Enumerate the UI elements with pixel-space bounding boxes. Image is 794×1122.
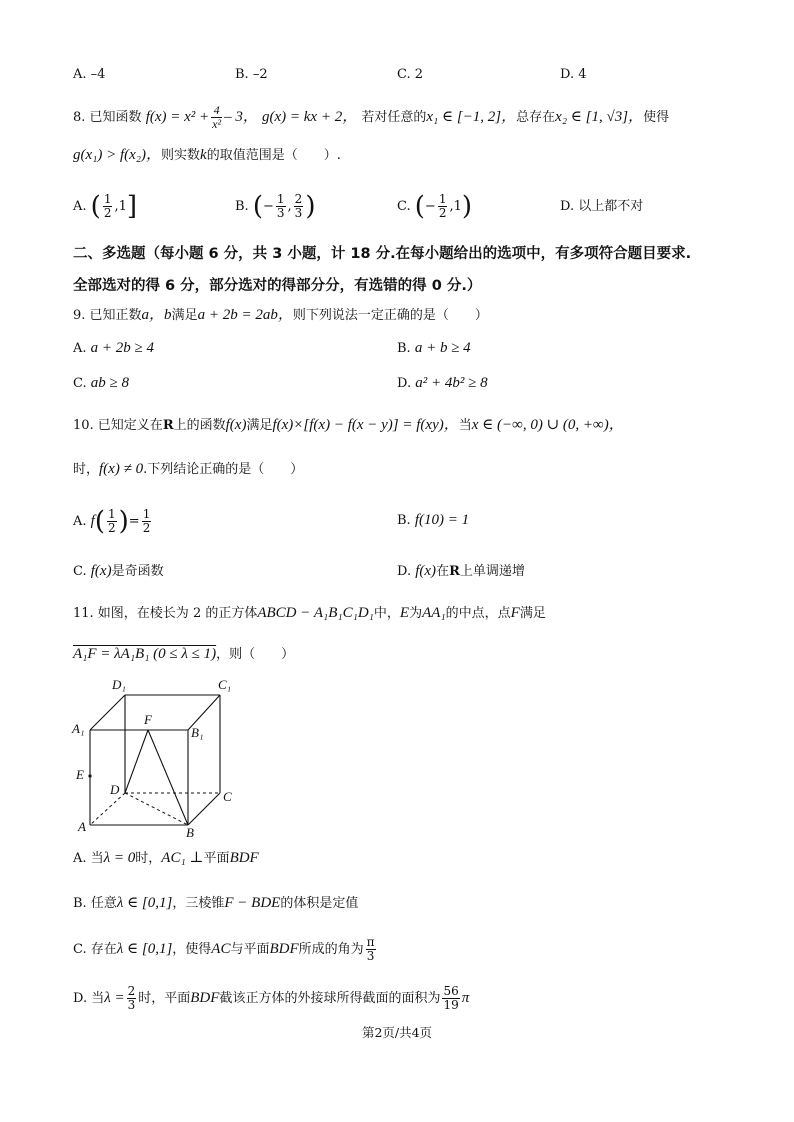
q9-option-c: C. ab ≥ 8 [73, 375, 129, 391]
q7-option-a: A. –4 [73, 67, 106, 82]
q11-option-d: D. 当λ = $\frac{2}{3}$ 时，平面BDF截该正方体的外接球所得截面的面积为 $\frac{56}{19}$ π [73, 984, 470, 1012]
label-B: B [186, 825, 194, 840]
q9-stem: 9. 已知正数a，b满足a + 2b = 2ab，则下列说法一定正确的是（ ） [73, 307, 488, 323]
q8-stem: 8. 已知函数 f(x) = x² + $\frac{4}{\text{x²}}$ – 3， g(x) = kx + 2， 若对任意的x₁ ∈ [−1, 2]，总存在x₂ ∈ [1, √3]，使得 [73, 103, 670, 131]
label-A1: A₁ [72, 721, 85, 736]
q10-option-d: D. f(x)在R上单调递增 [397, 563, 525, 579]
q10-stem: 10. 已知定义在R上的函数f(x)满足f(x)×[f(x) − f(x − y)] = f(xy)，当x ∈ (−∞, 0) ∪ (0, +∞)， [73, 417, 624, 433]
q7-option-d: D. 4 [560, 67, 587, 82]
q7-option-c: C. 2 [397, 67, 424, 82]
q10-option-c: C. f(x)是奇函数 [73, 563, 164, 579]
label-D: D [110, 782, 120, 797]
q10-option-a: A. f( $\frac{1}{2}$ )= $\frac{1}{2}$ [73, 506, 151, 537]
q9-option-b: B. a + b ≥ 4 [397, 340, 471, 356]
q11-option-c: C. 存在λ ∈ [0,1]，使得AC与平面BDF所成的角为 $\frac{\pi}{3}$ [73, 935, 375, 963]
q11-condition: A₁F = λA₁B₁ (0 ≤ λ ≤ 1)，则（ ） [73, 646, 295, 662]
q8-stem-line2: g(x₁) > f(x₂)，则实数k的取值范围是（ ）. [73, 147, 341, 163]
section2-heading-line2: 全部选对的得 6 分，部分选对的得部分分，有选错的得 0 分.） [73, 278, 482, 294]
label-F: F [144, 712, 152, 727]
label-B1: B₁ [191, 725, 204, 740]
q11-option-b: B. 任意λ ∈ [0,1]，三棱锥F − BDE的体积是定值 [73, 895, 359, 911]
q8-option-c: C. (− $\frac{1}{2}$ ,1) [397, 191, 473, 222]
q9-option-a: A. a + 2b ≥ 4 [73, 340, 155, 356]
label-E: E [76, 767, 84, 782]
q7-option-b: B. –2 [235, 67, 268, 82]
q11-stem: 11. 如图，在棱长为 2 的正方体ABCD − A₁B₁C₁D₁中，E为AA₁的中点，点F满足 [73, 605, 546, 621]
q8-option-b: B. (− $\frac{1}{3}$ , $\frac{2}{3}$ ) [235, 191, 316, 222]
section2-heading-line1: 二、多选题（每小题 6 分，共 3 小题，计 18 分.在每小题给出的选项中，有多项符合题目要求. [73, 246, 692, 262]
page-footer: 第2页/共4页 [361, 1025, 433, 1040]
q8-fraction: $\frac{4}{\text{x²}}$ [212, 103, 222, 131]
cube-diagram [70, 675, 240, 840]
label-A: A [78, 819, 86, 834]
label-C1: C₁ [218, 677, 232, 692]
q8-option-d: D. 以上都不对 [560, 199, 644, 214]
q11-option-a: A. 当λ = 0时，AC₁ ⊥平面BDF [73, 850, 259, 866]
q10-option-b: B. f(10) = 1 [397, 512, 470, 528]
q9-option-d: D. a² + 4b² ≥ 8 [397, 375, 488, 391]
label-C: C [223, 789, 232, 804]
label-D1: D₁ [112, 677, 126, 692]
q10-stem-line2: 时，f(x) ≠ 0.下列结论正确的是（ ） [73, 461, 304, 477]
q8-option-a: A. ( $\frac{1}{2}$ ,1] [73, 191, 138, 222]
